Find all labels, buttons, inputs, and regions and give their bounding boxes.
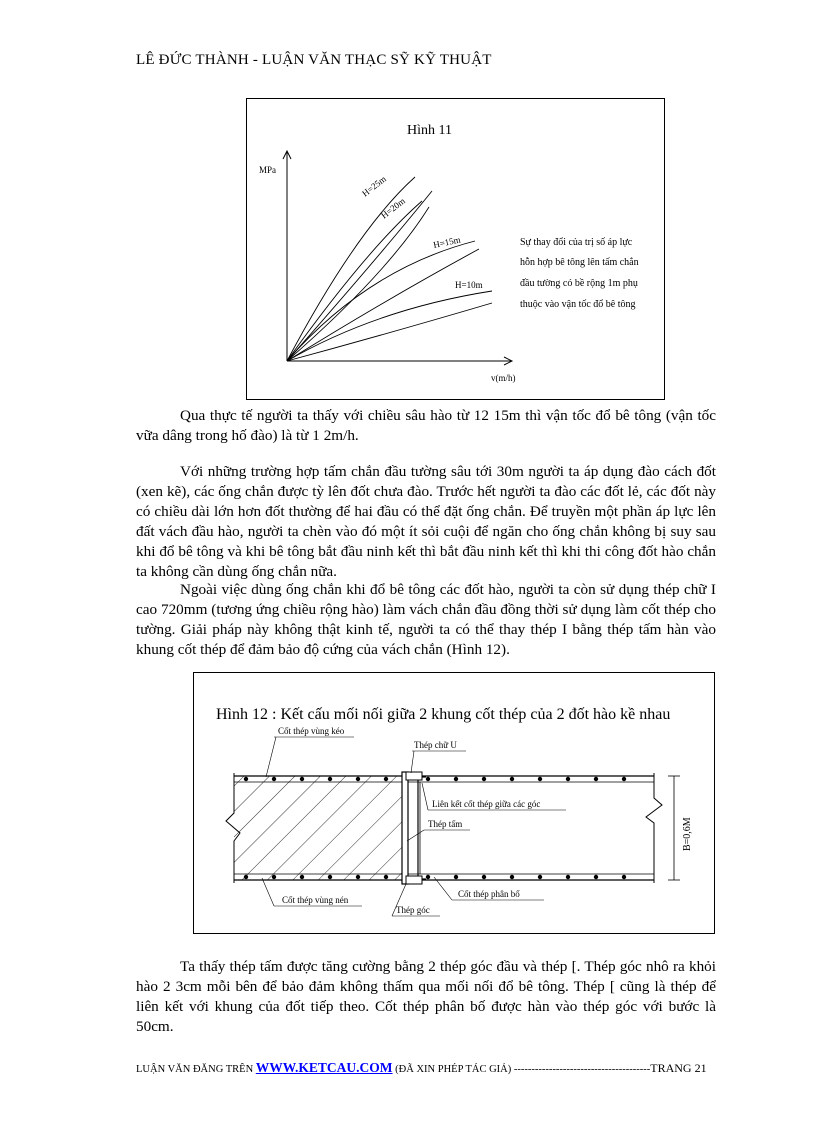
document-header: LÊ ĐỨC THÀNH - LUẬN VĂN THẠC SỸ KỸ THUẬT: [136, 52, 492, 68]
u-steel-channel: [408, 777, 418, 879]
footer-page-number: TRANG 21: [650, 1061, 707, 1075]
figure-11-caption-line-1: Sự thay đổi của trị số áp lực: [520, 237, 633, 248]
width-label: B=0,6M: [682, 817, 693, 851]
y-axis-label: MPa: [259, 165, 277, 175]
paragraph-4: [136, 957, 716, 1037]
paragraph-2-text: Với những trường hợp tấm chắn đầu tường sâu tới 30m người ta áp dụng đào cách đốt (xen kẽ), các ống chắn được tỳ lên đốt chưa đào. Trước hết người ta đào các đốt lẻ, các đốt này có chiều dài lớn hơn đốt thường để hai đầu có thể đặt ống chắn. Để truyền một phần áp lực lên đất vách đầu hào, người ta chèn vào đó một ít sỏi cuội để ngăn cho ống chắn không bị suy sau khi đổ bê tông và khi bê tông bắt đầu ninh kết thì bắt đầu ninh kết thì khi thi công đốt hào chắn ta không cần dùng ống chắn nữa.: [136, 463, 716, 580]
figure-12-title: Hình 12 : Kết cấu mối nối giữa 2 khung cốt thép của 2 đốt hào kề nhau: [216, 706, 671, 723]
curve-label-h25: H=25m: [360, 173, 388, 199]
curve-label-h15: H=15m: [432, 234, 462, 250]
paragraph-1-text: Qua thực tế người ta thấy với chiều sâu hào từ 12 15m thì vận tốc đổ bê tông (vận tốc vữa dâng trong hố đào) là từ 1 2m/h.: [136, 407, 716, 444]
steel-plate: [402, 772, 408, 884]
footer-note: (ĐÃ XIN PHÉP TÁC GIẢ): [395, 1064, 512, 1075]
label-angle-steel: Thép góc: [396, 905, 430, 915]
curve-h15-upper: [287, 241, 475, 361]
figure-11-caption-line-4: thuộc vào vận tốc đổ bê tông: [520, 299, 636, 310]
curve-h15-lower: [287, 249, 479, 361]
footer-dashes: ---------------------------------------: [513, 1064, 651, 1075]
top-rebar-dots: [244, 777, 626, 781]
paragraph-2: [136, 462, 716, 582]
paragraph-3-text: Ngoài việc dùng ống chắn khi đổ bê tông các đốt hào, người ta còn sử dụng thép chữ I cao 720mm (tương ứng chiều rộng hào) làm vách chắn đầu đồng thời sử dụng làm cốt thép cho tường. Giải pháp này không thật kinh tế, người ta có thể thay thép I bằng thép tấm hàn vào khung cốt thép để đảm bảo độ cứng của vách chắn (Hình 12).: [136, 581, 716, 658]
footer-link[interactable]: WWW.KETCAU.COM: [255, 1060, 393, 1075]
figure-11: [246, 98, 665, 400]
curve-h10-lower: [287, 303, 492, 361]
x-axis-label: v(m/h): [491, 373, 516, 383]
footer-prefix: LUẬN VĂN ĐĂNG TRÊN: [136, 1064, 254, 1075]
label-corner-link: Liên kết cốt thép giữa các góc: [432, 799, 541, 809]
curve-h25-lower: [287, 191, 432, 361]
right-break-line: [646, 773, 662, 883]
footer: [136, 1060, 707, 1076]
paragraph-4-text: Ta thấy thép tấm được tăng cường bằng 2 thép góc đầu và thép [. Thép góc nhô ra khỏi hào 2 3cm mỗi bên để bảo đảm không thấm qua mối nối đổ bê tông. Thép [ cũng là thép để liên kết với khung của đốt tiếp theo. Cốt thép phân bố được hàn vào thép góc với bước là 50cm.: [136, 958, 716, 1035]
figure-11-title: Hình 11: [407, 123, 452, 138]
angle-steel-bottom: [406, 876, 422, 884]
figure-11-chart: [247, 99, 664, 399]
curve-label-h10: H=10m: [455, 280, 483, 290]
paragraph-3: [136, 580, 716, 660]
label-distribution-rebar: Cốt thép phân bố: [458, 889, 520, 899]
angle-steel-top: [406, 772, 422, 780]
figure-11-caption-line-3: đầu tường có bề rộng 1m phụ: [520, 278, 638, 289]
hatched-segment: [234, 776, 402, 880]
figure-11-caption-line-2: hỗn hợp bê tông lên tấm chắn: [520, 257, 639, 268]
label-u-steel: Thép chữ U: [414, 740, 457, 750]
curve-label-h20: H=20m: [379, 195, 407, 221]
figure-12-diagram: [194, 673, 714, 933]
label-steel-plate: Thép tấm: [428, 819, 463, 829]
figure-12: [193, 672, 715, 934]
label-tension-rebar: Cốt thép vùng kéo: [278, 726, 345, 736]
paragraph-1: [136, 406, 716, 446]
curve-h20-upper: [287, 201, 422, 361]
label-compression-rebar: Cốt thép vùng nén: [282, 895, 349, 905]
